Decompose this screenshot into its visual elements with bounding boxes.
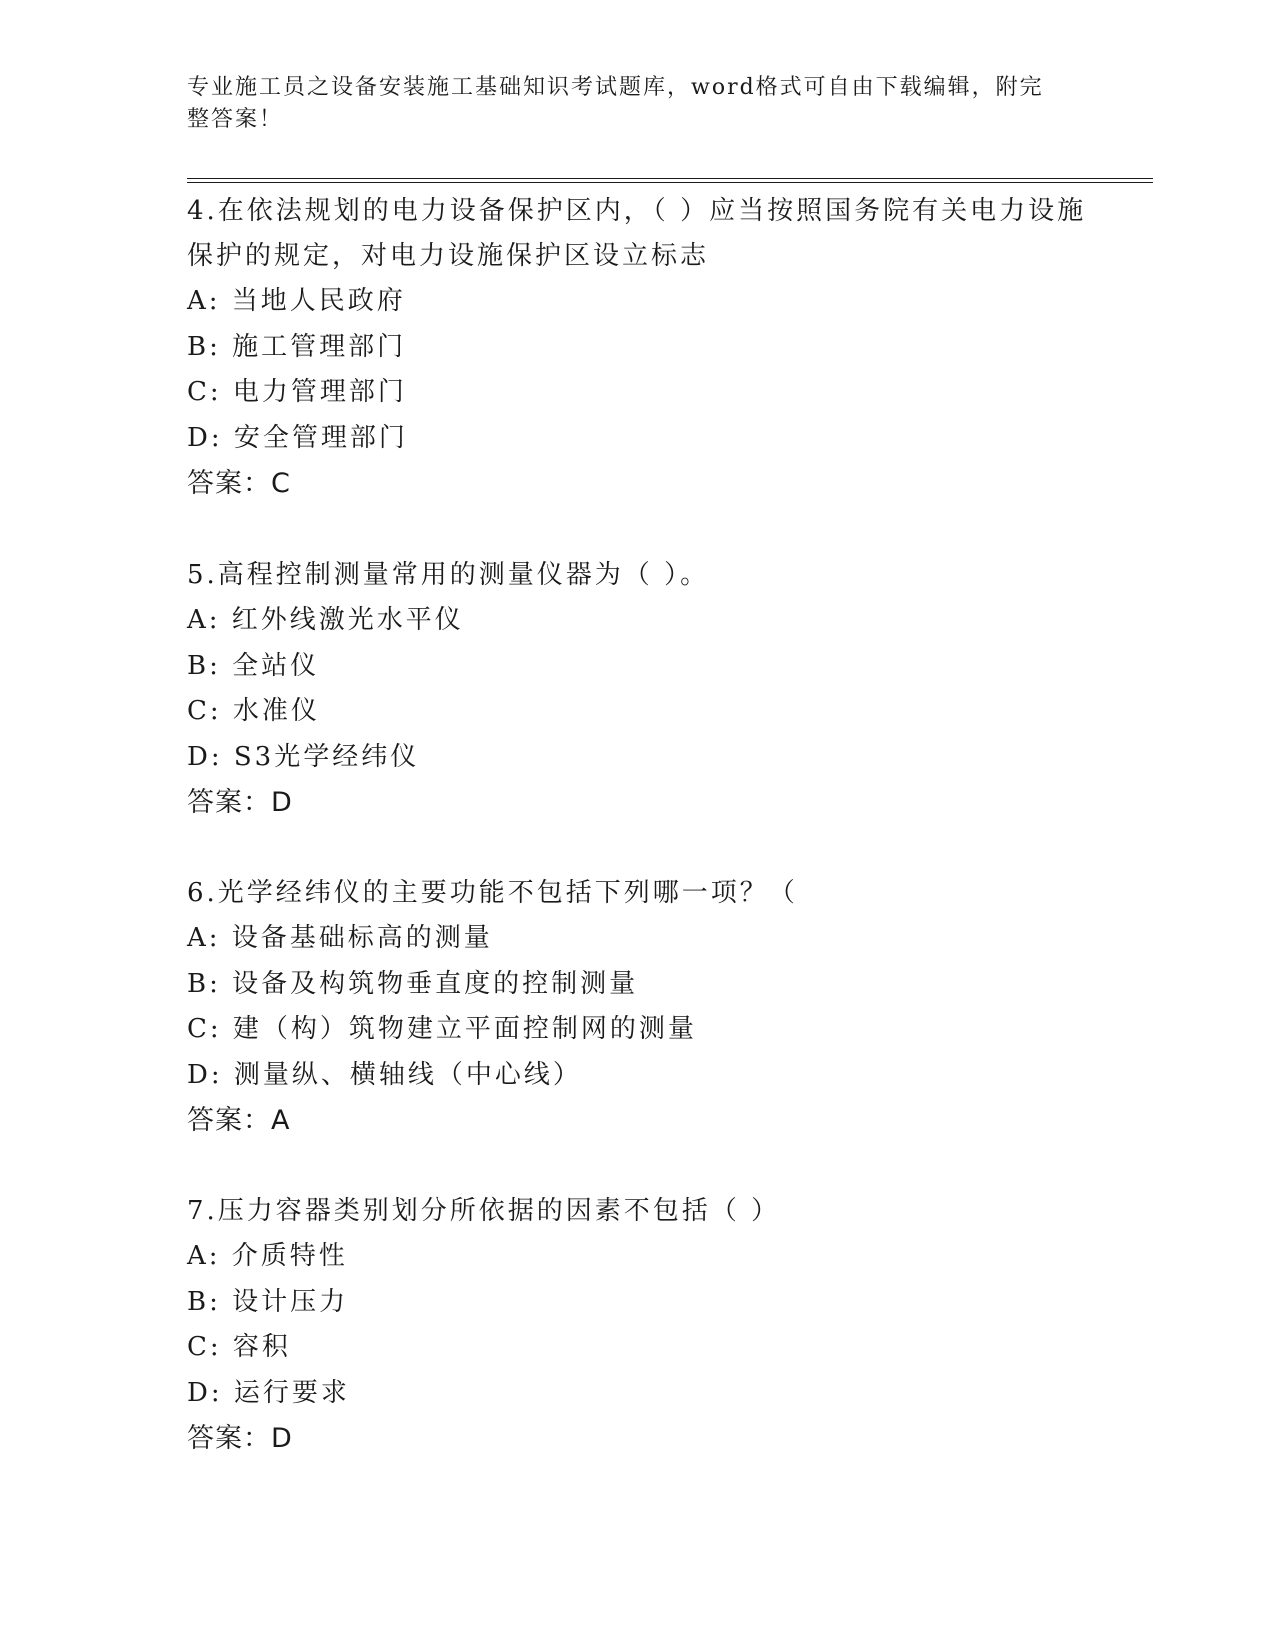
option-d: D: 安全管理部门	[187, 422, 408, 453]
question-4	[187, 189, 1087, 506]
answer: 答案：D	[187, 787, 293, 818]
option-b: B: 设备及构筑物垂直度的控制测量	[187, 968, 639, 999]
question-6	[187, 871, 1087, 1143]
option-a: A: 当地人民政府	[187, 286, 406, 316]
answer: 答案：C	[187, 468, 291, 499]
option-b: B: 全站仪	[187, 650, 320, 681]
question-stem: 5.高程控制测量常用的测量仪器为（ ）。	[187, 560, 710, 590]
option-b: B: 施工管理部门	[187, 331, 407, 362]
option-b: B: 设计压力	[187, 1286, 349, 1317]
question-stem: 7.压力容器类别划分所依据的因素不包括（ ）	[187, 1196, 781, 1226]
question-stem: 4.在依法规划的电力设备保护区内，（ ）应当按照国务院有关电力设施保护的规定，对电力设施保护区设立标志	[187, 196, 1087, 271]
answer: 答案：A	[187, 1105, 291, 1136]
question-7	[187, 1189, 1087, 1461]
option-c: C: 建（构）筑物建立平面控制网的测量	[187, 1014, 697, 1044]
option-c: C: 电力管理部门	[187, 377, 407, 407]
option-d: D: 运行要求	[187, 1377, 350, 1408]
header-divider-bottom	[187, 182, 1153, 183]
option-a: A: 红外线激光水平仪	[187, 605, 464, 635]
option-a: A: 介质特性	[187, 1241, 348, 1271]
option-c: C: 容积	[187, 1332, 291, 1362]
answer: 答案：D	[187, 1423, 293, 1454]
document-header: 专业施工员之设备安装施工基础知识考试题库，word格式可自由下载编辑，附完整答案！	[187, 75, 1044, 132]
header-divider-top	[187, 178, 1153, 179]
option-a: A: 设备基础标高的测量	[187, 923, 493, 953]
option-c: C: 水准仪	[187, 696, 320, 726]
question-stem: 6.光学经纬仪的主要功能不包括下列哪一项？（	[187, 878, 798, 908]
option-d: D: S3光学经纬仪	[187, 741, 420, 772]
option-d: D: 测量纵、横轴线（中心线）	[187, 1059, 582, 1090]
question-5	[187, 553, 1087, 825]
